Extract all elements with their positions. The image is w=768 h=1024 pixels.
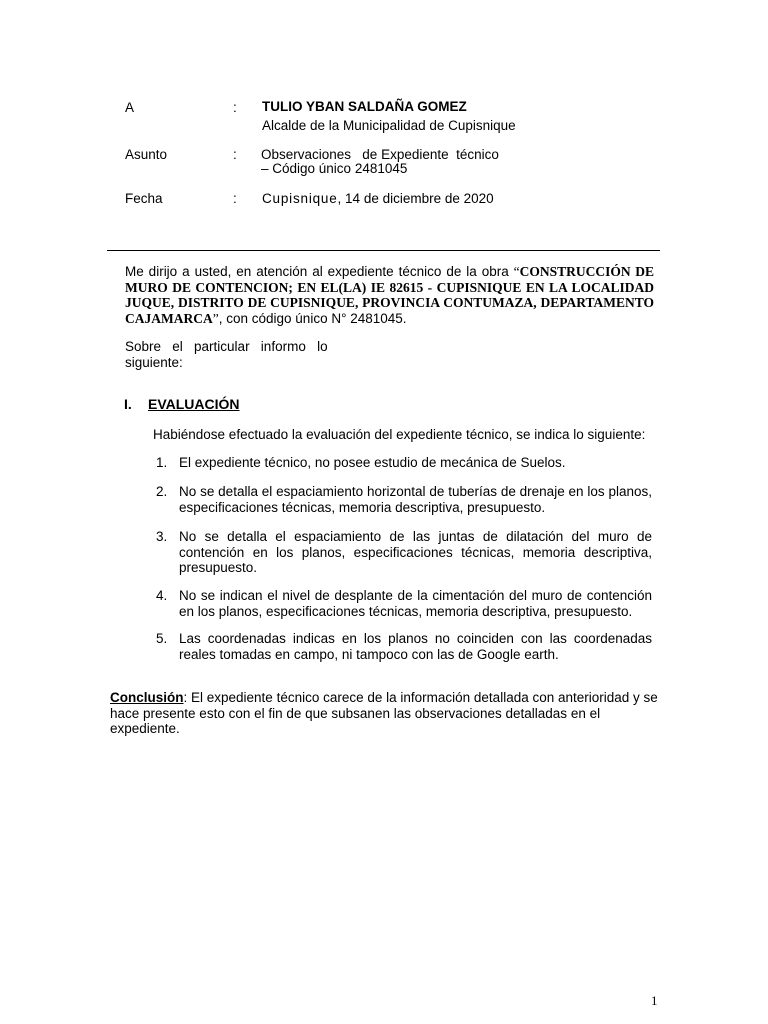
subject-label: Asunto <box>125 147 168 162</box>
section-lead: Habiéndose efectuado la evaluación del expediente técnico, se indica lo siguiente: <box>153 427 646 442</box>
recipient-name: TULIO YBAN SALDAÑA GOMEZ <box>262 99 467 114</box>
date-label: Fecha <box>125 191 163 206</box>
intro-close-quote: ” <box>212 310 219 326</box>
conclusion-line2: hace presente esto con el fin de que subsanen las observaciones detalladas en el expediente. <box>110 705 601 736</box>
sobre-line2: siguiente: <box>125 355 183 370</box>
intro-part1: Me dirijo a usted, en atención al expediente técnico de la obra <box>125 264 514 279</box>
conclusion <box>110 690 670 737</box>
header-divider <box>107 250 660 251</box>
list-item-number: 1. <box>156 455 168 470</box>
recipient-title: Alcalde de la Municipalidad de Cupisnique <box>262 118 516 133</box>
list-item-text: No se detalla el espaciamiento de las juntas de dilatación del muro de contención en los planos, especificaciones técnicas, memoria descriptiva, presupuesto. <box>179 529 652 575</box>
intro-paragraph <box>125 264 654 326</box>
conclusion-label: Conclusión <box>110 690 184 705</box>
intro-open-quote: “ <box>513 264 520 279</box>
list-item-text: Las coordenadas indicas en los planos no coinciden con las coordenadas reales tomadas en campo, ni tampoco con las de Google earth. <box>179 631 652 662</box>
conclusion-line1 <box>110 690 670 706</box>
date-colon: : <box>233 191 237 206</box>
date-place: Cupisnique <box>262 191 338 206</box>
intro-part2: , con código único N° 2481045. <box>218 310 407 326</box>
list-item-text: No se indican el nivel de desplante de la cimentación del muro de contención en los planos, especificaciones técnicas, memoria descriptiva, presupuesto. <box>179 588 652 619</box>
list-item-number: 5. <box>156 631 168 646</box>
subject-colon: : <box>233 147 237 162</box>
date-rest: , 14 de diciembre de 2020 <box>337 191 494 206</box>
conclusion-text1: : El expediente técnico carece de la información detallada con anterioridad y se <box>183 690 658 705</box>
subject-line1: Observaciones de Expediente técnico <box>261 147 499 162</box>
to-label: A <box>125 100 135 115</box>
list-item-text: No se detalla el espaciamiento horizontal de tuberías de drenaje en los planos, especificaciones técnicas, memoria descriptiva, presupuesto. <box>179 484 652 515</box>
list-item-number: 3. <box>156 529 168 544</box>
section-title: EVALUACIÓN <box>148 396 240 412</box>
sobre-line1: Sobre el particular informo lo <box>125 339 328 354</box>
list-item-text: El expediente técnico, no posee estudio de mecánica de Suelos. <box>179 455 566 470</box>
date-line <box>262 191 494 206</box>
page-number: 1 <box>651 993 658 1008</box>
list-item-number: 2. <box>156 484 168 499</box>
to-colon: : <box>233 100 237 115</box>
subject-line2: – Código único 2481045 <box>261 161 408 176</box>
list-item-number: 4. <box>156 588 168 603</box>
project-name: CONSTRUCCIÓN DE MURO DE CONTENCION; EN EL(LA) IE 82615 - CUPISNIQUE EN LA LOCALIDAD JUQUE, DISTRITO DE CUPISNIQUE, PROVINCIA CONTUMAZA, DEPARTAMENTO CAJAMARCA <box>125 264 654 326</box>
section-number: I. <box>124 396 132 412</box>
